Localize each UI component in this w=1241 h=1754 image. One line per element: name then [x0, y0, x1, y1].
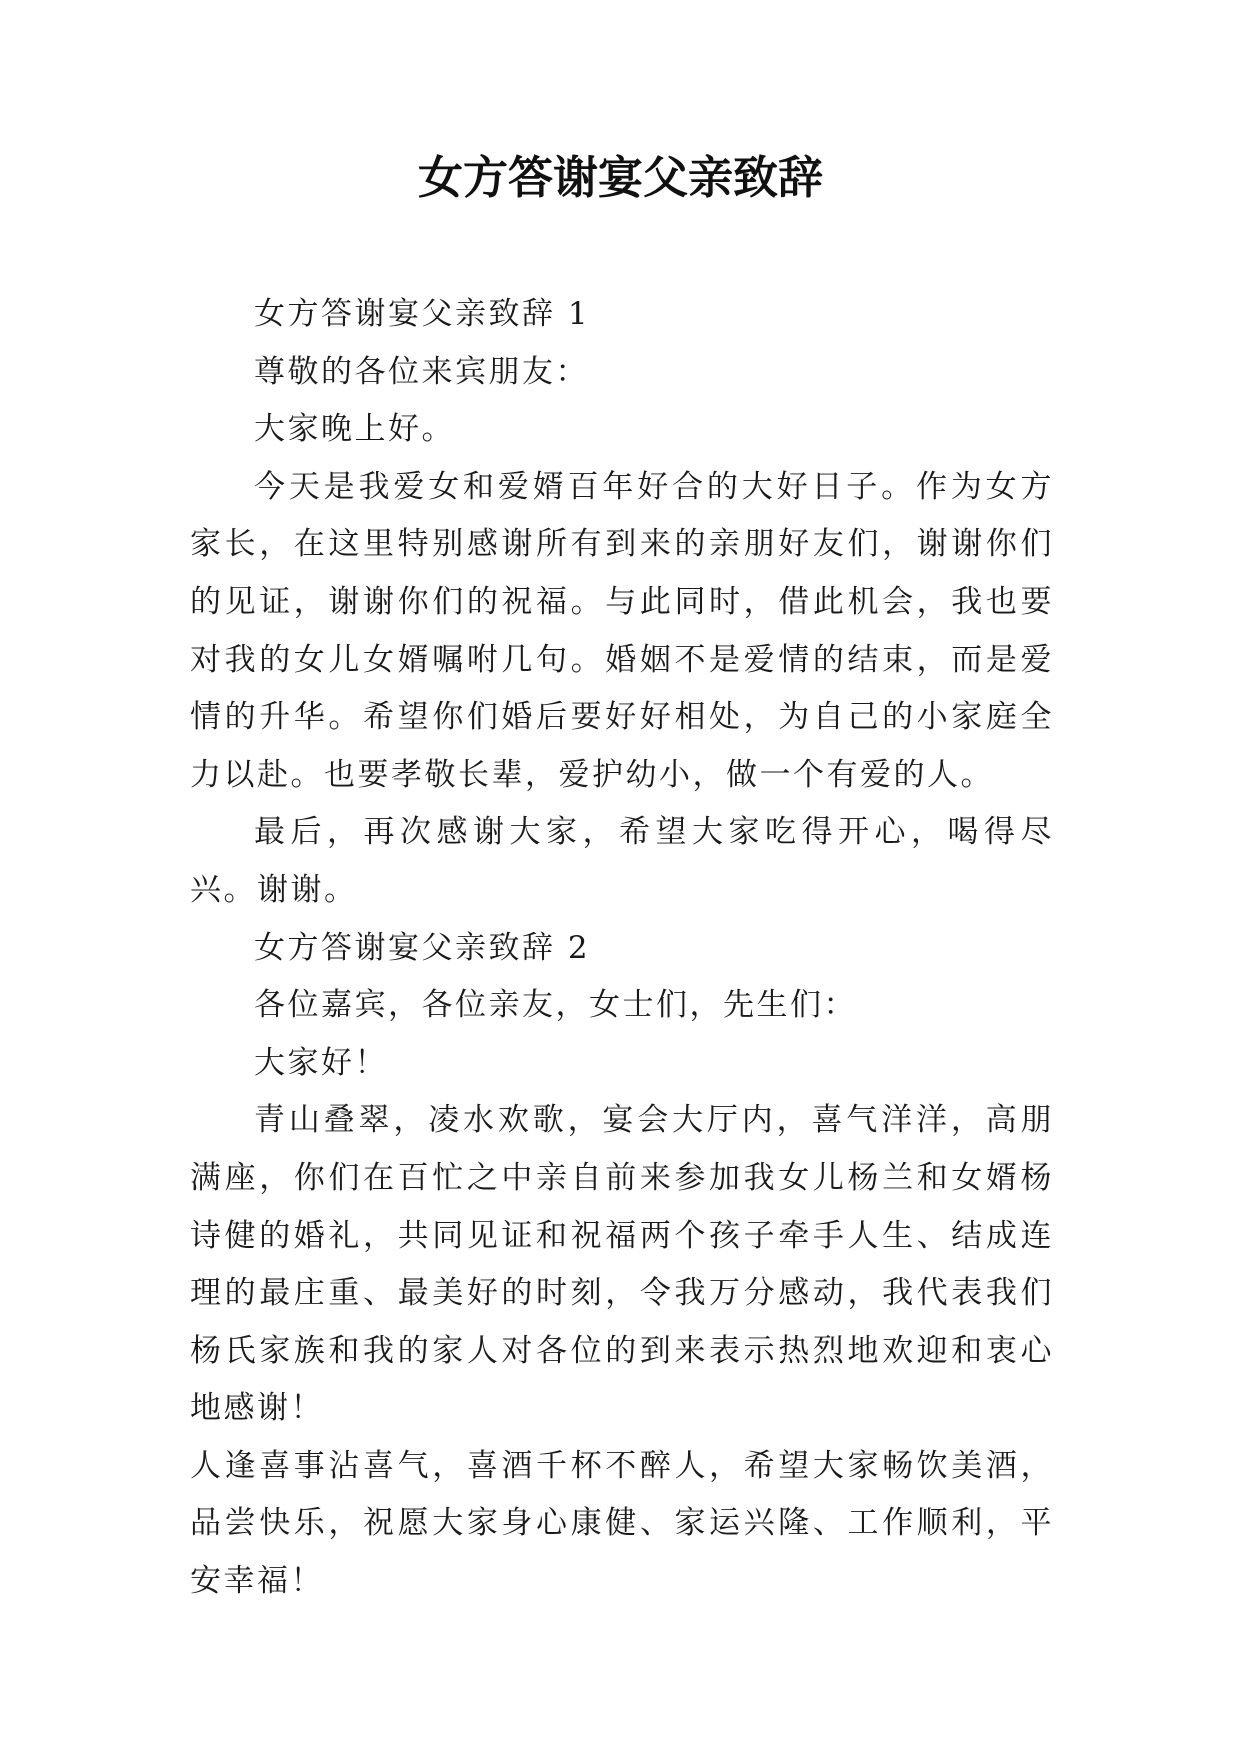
speech-1-salutation: 尊敬的各位来宾朋友： [254, 353, 589, 390]
speech-2-closing-paragraph: 人逢喜事沾喜气，喜酒千杯不醉人，希望大家畅饮美酒，品尝快乐，祝愿大家身心康健、家运兴隆、工作顺利，平安幸福！ [190, 1447, 1054, 1600]
speech-2-heading: 女方答谢宴父亲致辞 2 [254, 929, 591, 966]
document-title: 女方答谢宴父亲致辞 [417, 151, 823, 204]
document-body [190, 286, 1054, 1611]
speech-1-closing-paragraph: 最后，再次感谢大家，希望大家吃得开心，喝得尽兴。谢谢。 [190, 814, 1054, 908]
speech-1-greeting: 大家晚上好。 [254, 411, 455, 448]
speech-2-main-paragraph: 青山叠翠，凌水欢歌，宴会大厅内，喜气洋洋，高朋满座，你们在百忙之中亲自前来参加我女儿杨兰和女婿杨诗健的婚礼，共同见证和祝福两个孩子牵手人生、结成连理的最庄重、最美好的时刻，令我万分感动，我代表我们杨氏家族和我的家人对各位的到来表示热烈地欢迎和衷心地感谢！ [190, 1102, 1054, 1427]
speech-2-greeting: 大家好！ [254, 1044, 388, 1081]
speech-1-main-paragraph: 今天是我爱女和爱婿百年好合的大好日子。作为女方家长，在这里特别感谢所有到来的亲朋好友们，谢谢你们的见证，谢谢你们的祝福。与此同时，借此机会，我也要对我的女儿女婿嘱咐几句。婚姻不是爱情的结束，而是爱情的升华。希望你们婚后要好好相处，为自己的小家庭全力以赴。也要孝敬长辈，爱护幼小，做一个有爱的人。 [190, 468, 1054, 793]
speech-1-heading: 女方答谢宴父亲致辞 1 [254, 296, 591, 332]
speech-2-salutation: 各位嘉宾，各位亲友，女士们，先生们： [254, 987, 857, 1024]
